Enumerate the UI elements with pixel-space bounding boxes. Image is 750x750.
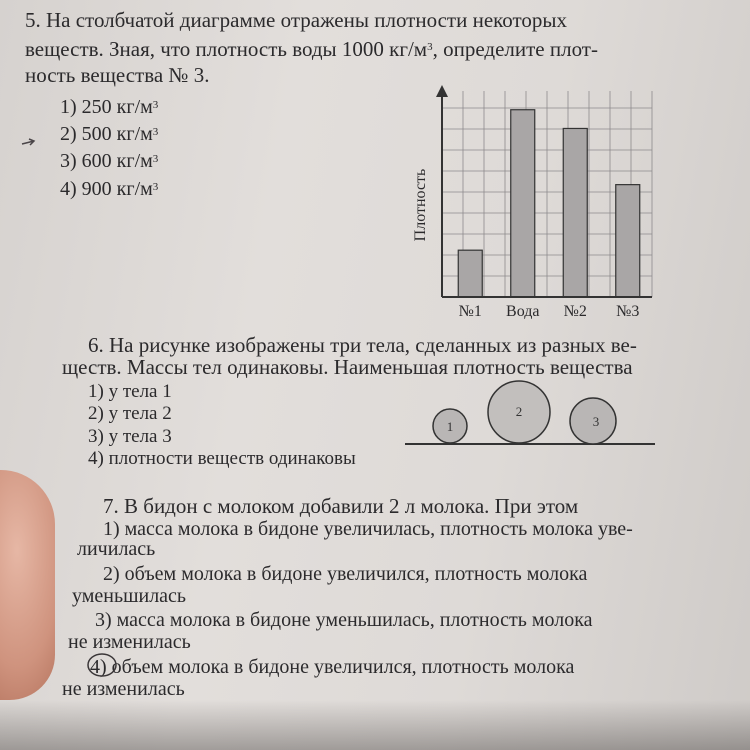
q5-line-2: [25, 37, 598, 61]
q5-option-2-text: 2) 500 кг/м: [60, 123, 153, 145]
q5-option-2-sup: 3: [152, 126, 159, 138]
finger-photo-edge: [0, 470, 55, 700]
q5-option-2: [60, 122, 158, 146]
q5-option-1-sup: 3: [152, 99, 159, 111]
q7-option-2-line-1: 2) объем молока в бидоне увеличился, плотность молока: [103, 563, 588, 585]
x-tick-label-2: Вода: [506, 303, 540, 320]
x-tick-label-4: №3: [616, 303, 640, 320]
q7-option-1-line-2: личилась: [77, 538, 156, 560]
q7-option-1-line-1: 1) масса молока в бидоне увеличилась, плотность молока уве-: [103, 518, 633, 540]
bar-1: [458, 250, 482, 297]
q5-line-2-text: веществ. Зная, что плотность воды 1000 кг/м: [25, 37, 428, 61]
q6-option-3: 3) у тела 3: [88, 426, 172, 447]
q5-option-4: [60, 177, 158, 201]
pencil-mark-icon: [20, 138, 40, 148]
q5-option-1: [60, 95, 158, 119]
x-tick-label-1: №1: [458, 303, 482, 320]
q5-option-4-text: 4) 900 кг/м: [60, 178, 153, 200]
density-bar-chart: [412, 85, 660, 320]
q5-option-1-text: 1) 250 кг/м: [60, 96, 153, 118]
body-3-label: 3: [592, 414, 600, 429]
y-axis-label: Плотность: [412, 168, 429, 242]
chart-bars: [458, 110, 640, 297]
q5-option-4-sup: 3: [152, 181, 159, 193]
q7-option-4-line-1: 4) объем молока в бидоне увеличился, плотность молока: [90, 656, 575, 678]
page-shadow: [0, 700, 750, 750]
q5-line-2-end: , определите плот-: [432, 37, 598, 61]
bar-4: [616, 185, 640, 297]
q6-line-2: ществ. Массы тел одинаковы. Наименьшая плотность вещества: [62, 355, 633, 379]
body-2-label: 2: [515, 404, 523, 419]
y-axis-arrow-icon: [436, 85, 448, 97]
q6-option-4: 4) плотности веществ одинаковы: [88, 448, 356, 469]
q7-line-1: 7. В бидон с молоком добавили 2 л молока. При этом: [103, 494, 579, 518]
q6-option-2: 2) у тела 2: [88, 403, 172, 424]
three-bodies-figure: [400, 378, 660, 448]
q7-option-2-line-2: уменьшилась: [72, 585, 187, 607]
q5-line-1: 5. На столбчатой диаграмме отражены плотности некоторых: [25, 8, 568, 32]
bar-3: [563, 128, 587, 297]
q5-option-3-sup: 3: [152, 153, 159, 165]
q6-line-1: 6. На рисунке изображены три тела, сделанных из разных ве-: [88, 333, 637, 357]
q6-option-1: 1) у тела 1: [88, 381, 172, 402]
q7-option-3-line-1: 3) масса молока в бидоне уменьшилась, плотность молока: [95, 609, 593, 631]
q7-option-4-line-2: не изменилась: [62, 678, 185, 700]
answer-circle-mark: [84, 651, 124, 681]
q5-unit-sup: 3: [427, 41, 433, 53]
q5-option-3-text: 3) 600 кг/м: [60, 150, 153, 172]
body-1-label: 1: [446, 419, 454, 434]
x-tick-label-3: №2: [563, 303, 587, 320]
q7-option-3-line-2: не изменилась: [68, 631, 191, 653]
q5-option-3: [60, 149, 158, 173]
q5-line-3: ность вещества № 3.: [25, 63, 210, 87]
bar-2: [511, 110, 535, 297]
